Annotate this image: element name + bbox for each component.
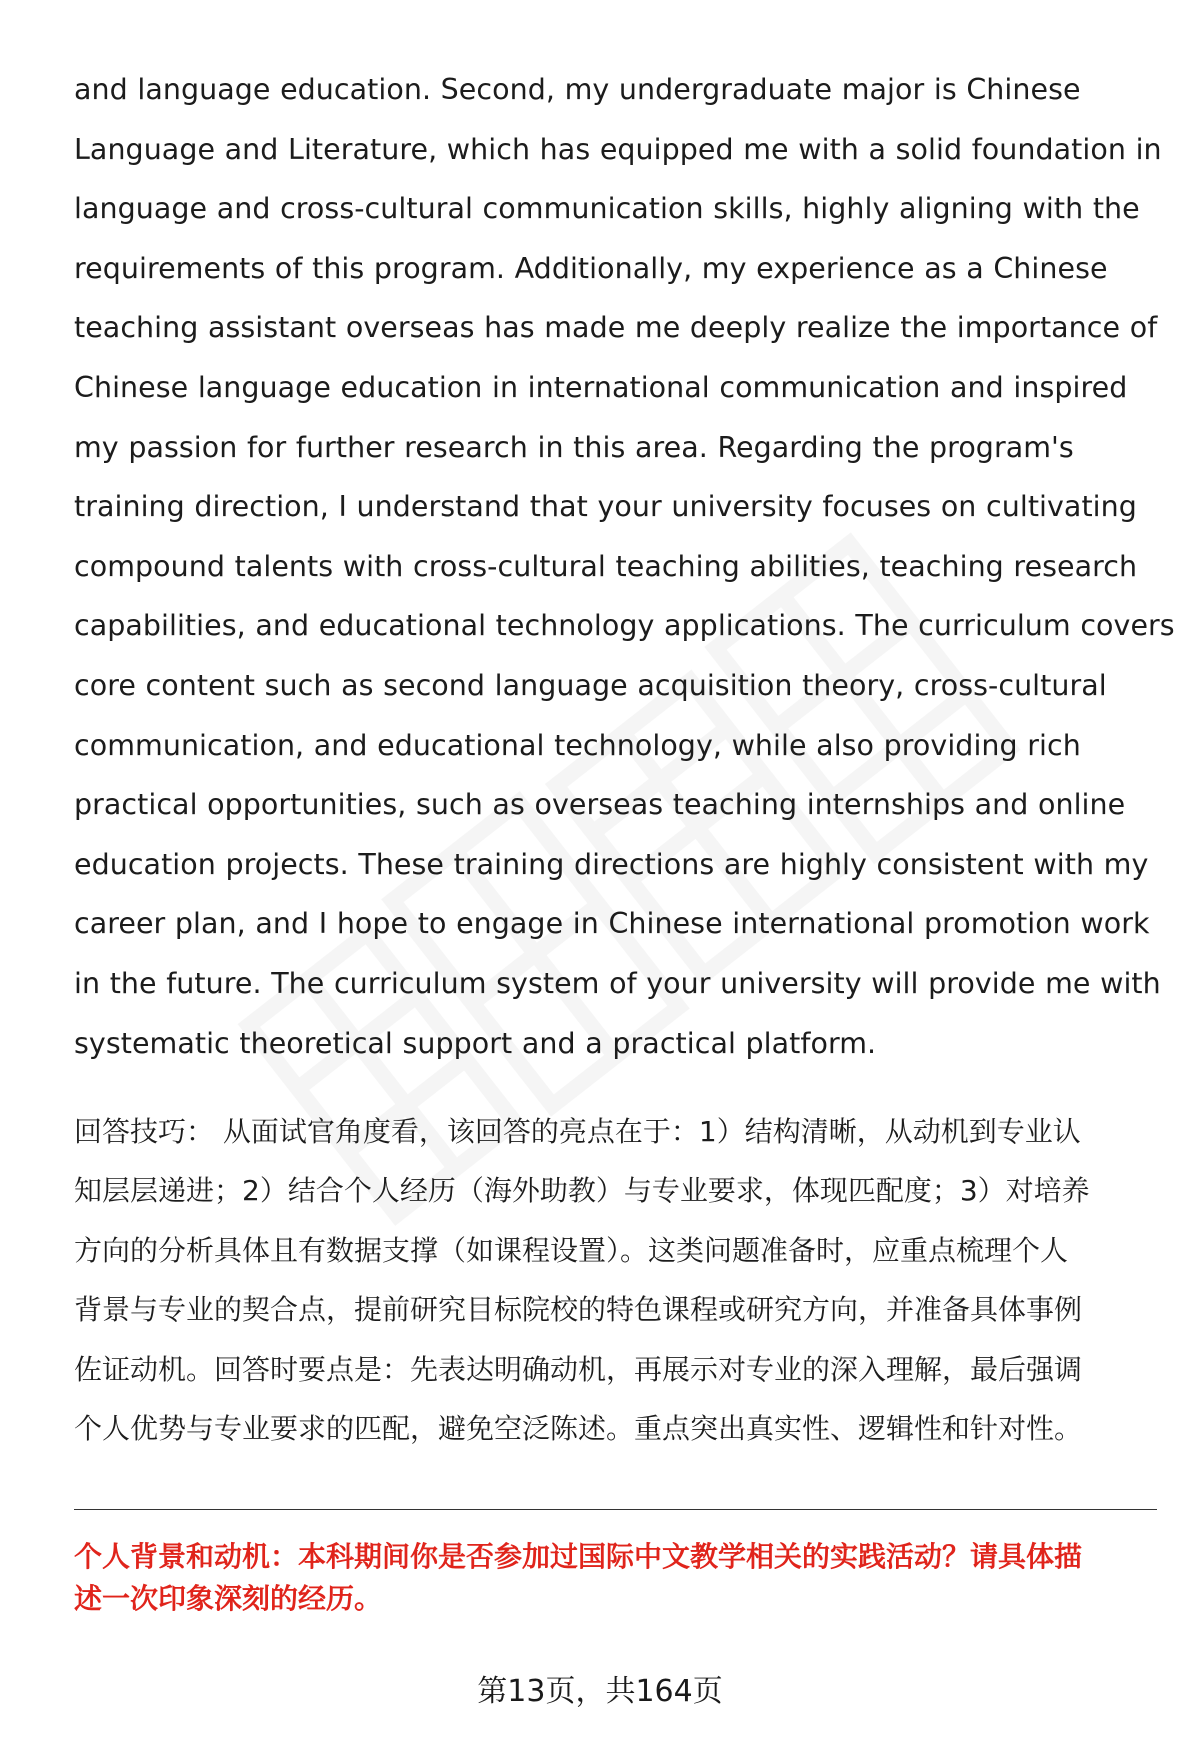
section-divider bbox=[74, 1509, 1157, 1510]
answer-line: communication, and educational technology, while also providing rich bbox=[74, 728, 1081, 762]
tips-line: 知层层递进；2）结合个人经历（海外助教）与专业要求，体现匹配度；3）对培养 bbox=[74, 1174, 1090, 1208]
question-line: 述一次印象深刻的经历。 bbox=[74, 1582, 383, 1615]
answer-line: training direction, I understand that your university focuses on cultivating bbox=[74, 490, 1137, 524]
answer-line: practical opportunities, such as overseas teaching internships and online bbox=[74, 788, 1126, 822]
answer-tips bbox=[74, 1102, 1154, 1458]
tips-line: 背景与专业的契合点，提前研究目标院校的特色课程或研究方向，并准备具体事例 bbox=[74, 1293, 1083, 1327]
answer-line: Chinese language education in international communication and inspired bbox=[74, 370, 1128, 404]
page-number: 第13页，共164页 bbox=[477, 1674, 723, 1709]
answer-line: career plan, and I hope to engage in Chinese international promotion work bbox=[74, 907, 1150, 941]
answer-line: capabilities, and educational technology applications. The curriculum covers bbox=[74, 609, 1175, 643]
tips-line: 个人优势与专业要求的匹配，避免空泛陈述。重点突出真实性、逻辑性和针对性。 bbox=[74, 1412, 1083, 1446]
answer-line: teaching assistant overseas has made me deeply realize the importance of bbox=[74, 311, 1158, 345]
answer-text bbox=[74, 60, 1175, 1073]
answer-line: core content such as second language acquisition theory, cross-cultural bbox=[74, 668, 1107, 702]
tips-line: 方向的分析具体且有数据支撑（如课程设置）。这类问题准备时，应重点梳理个人 bbox=[74, 1233, 1069, 1267]
tips-line: 佐证动机。回答时要点是：先表达明确动机，再展示对专业的深入理解，最后强调 bbox=[74, 1352, 1083, 1386]
answer-line: Language and Literature, which has equipped me with a solid foundation in bbox=[74, 132, 1162, 166]
question-heading bbox=[74, 1536, 1164, 1620]
answer-line: systematic theoretical support and a practical platform. bbox=[74, 1026, 877, 1060]
answer-line: language and cross-cultural communication skills, highly aligning with the bbox=[74, 192, 1140, 226]
question-line: 个人背景和动机：本科期间你是否参加过国际中文教学相关的实践活动？请具体描 bbox=[74, 1540, 1083, 1573]
answer-line: compound talents with cross-cultural teaching abilities, teaching research bbox=[74, 549, 1138, 583]
answer-line: my passion for further research in this area. Regarding the program's bbox=[74, 430, 1074, 464]
answer-line: education projects. These training directions are highly consistent with my bbox=[74, 847, 1149, 881]
answer-line: in the future. The curriculum system of your university will provide me with bbox=[74, 966, 1161, 1000]
answer-line: requirements of this program. Additionally, my experience as a Chinese bbox=[74, 251, 1108, 285]
answer-line: and language education. Second, my undergraduate major is Chinese bbox=[74, 73, 1081, 106]
tips-line: 回答技巧： 从面试官角度看，该回答的亮点在于：1）结构清晰，从动机到专业认 bbox=[74, 1115, 1081, 1148]
